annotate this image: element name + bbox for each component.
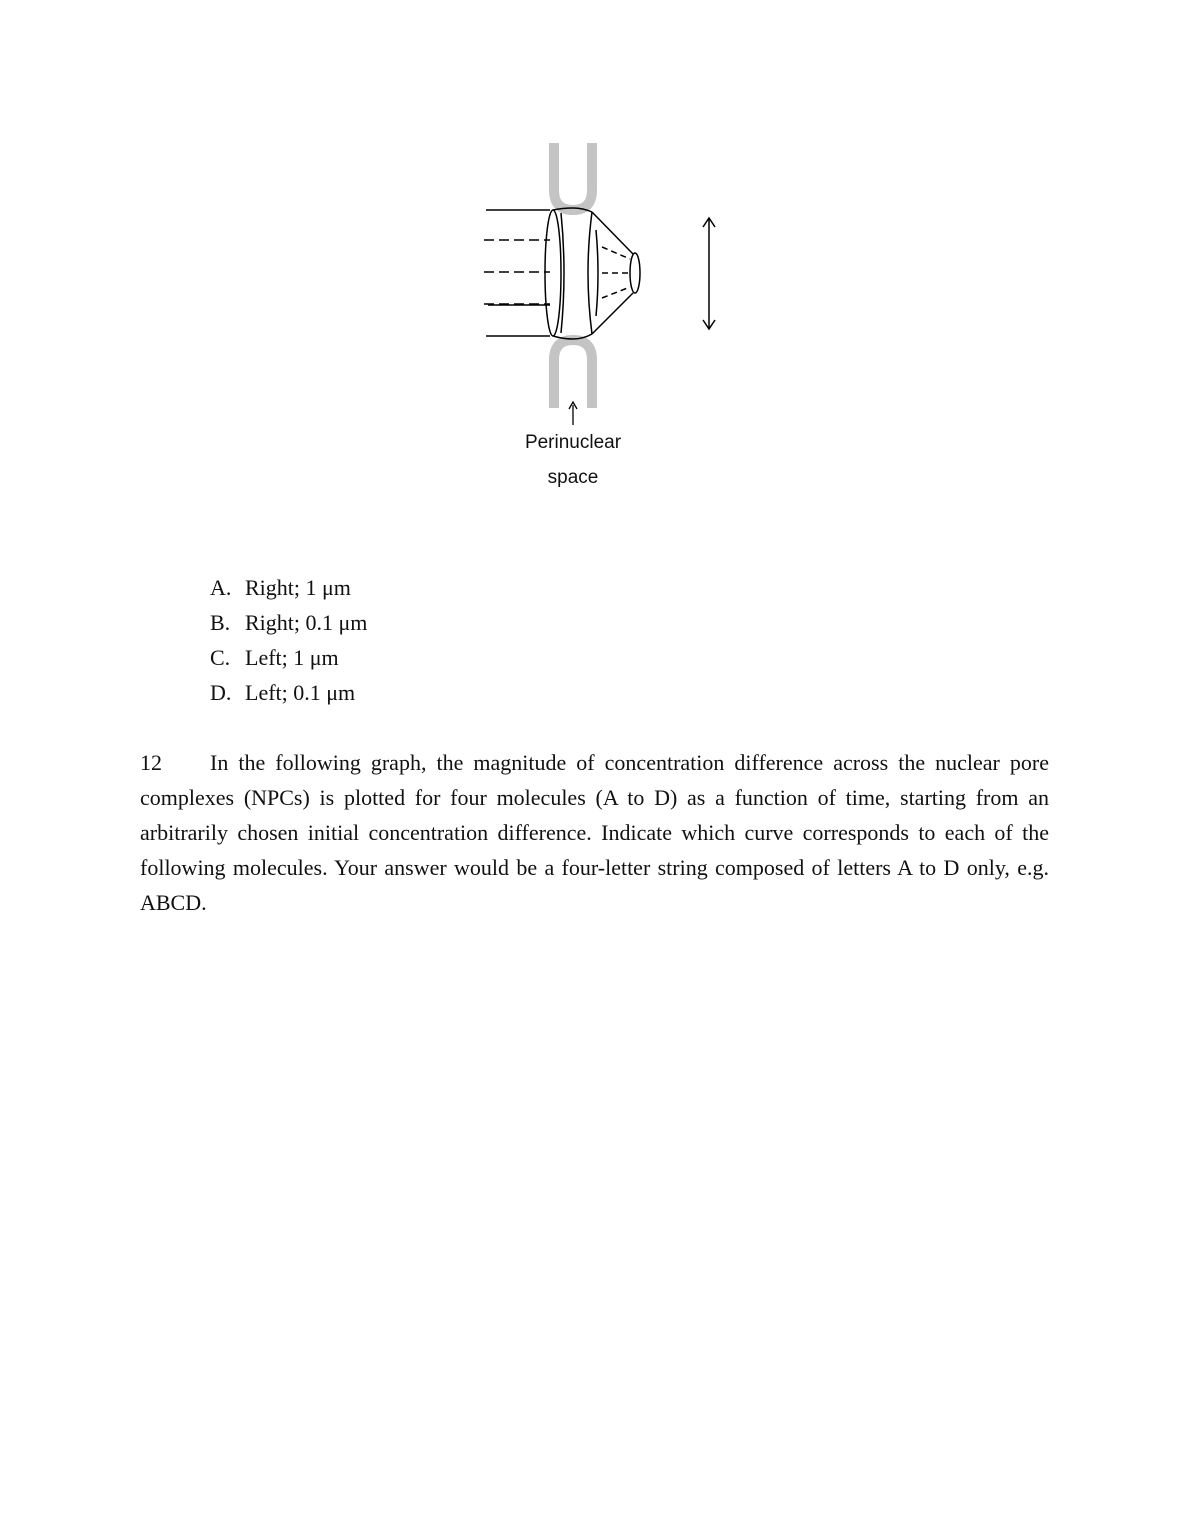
option-text: Left; 0.1 μm: [245, 680, 356, 705]
perinuclear-pointer-arrow: [569, 402, 577, 425]
question-number: 12: [140, 750, 162, 775]
option-text: Left; 1 μm: [245, 645, 339, 670]
question-12: [140, 745, 1049, 920]
perinuclear-label: Perinuclear: [524, 432, 622, 453]
option-a: [210, 570, 367, 605]
option-letter: D.: [210, 680, 232, 705]
option-d: [210, 675, 367, 710]
answer-options: [210, 570, 367, 710]
outer-membrane-top: [554, 143, 592, 210]
option-letter: C.: [210, 645, 231, 670]
option-letter: A.: [210, 575, 232, 600]
scale-arrow: [703, 218, 715, 329]
cytoplasmic-filaments: [484, 210, 550, 336]
option-b: [210, 605, 367, 640]
question-text: In the following graph, the magnitude of concentration difference across the nuclear pore complexes (NPCs) is plotted for four molecules (A to D) as a function of time, starting from an arbitrarily chosen initial concentration difference. Indicate which curve corresponds to each of the following molecules. Your answer would be a four-letter string composed of letters A to D only, e.g. ABCD.: [140, 750, 1049, 915]
outer-membrane-bottom: [554, 340, 592, 408]
option-c: [210, 640, 367, 675]
nuclear-pore-figure: [470, 135, 740, 505]
option-letter: B.: [210, 610, 231, 635]
nuclear-basket: [592, 212, 640, 334]
option-text: Right; 0.1 μm: [245, 610, 368, 635]
option-text: Right; 1 μm: [245, 575, 351, 600]
pore-barrel: [545, 208, 592, 339]
space-label: space: [547, 467, 599, 488]
nuclear-pore-diagram: [470, 135, 740, 425]
